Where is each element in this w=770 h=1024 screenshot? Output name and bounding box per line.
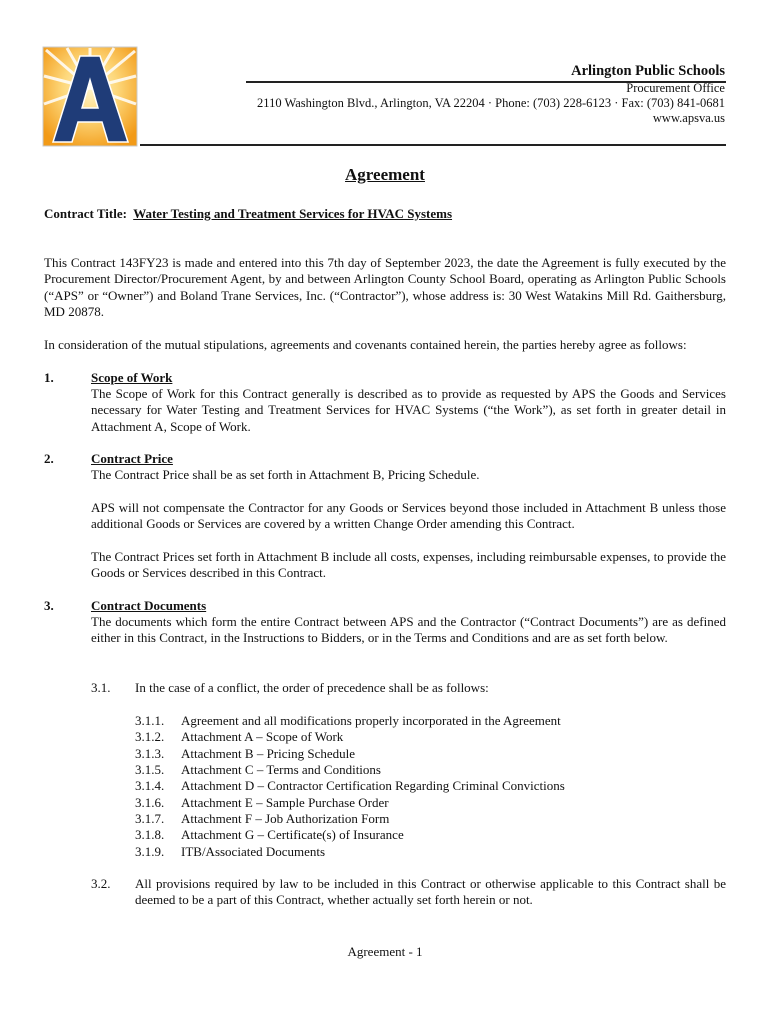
list-item-number: 3.1.7. <box>135 811 165 827</box>
list-item <box>135 844 565 860</box>
list-item-text: Attachment E – Sample Purchase Order <box>181 794 389 810</box>
office-name: Procurement Office <box>626 81 725 95</box>
list-item-number: 3.1.9. <box>135 843 165 859</box>
section-3-number: 3. <box>44 598 54 613</box>
list-item-text: Attachment B – Pricing Schedule <box>181 745 356 761</box>
subsection-3-2-number: 3.2. <box>91 876 111 891</box>
list-item <box>135 778 565 794</box>
section-2-number: 2. <box>44 451 54 466</box>
section-3-heading: Contract Documents <box>91 598 207 613</box>
website-link[interactable]: www.apsva.us <box>652 111 725 125</box>
list-item <box>135 746 565 762</box>
document-title: Agreement <box>345 165 425 184</box>
aps-logo <box>42 46 138 147</box>
list-item-text: Agreement and all modifications properly incorporated in the Agreement <box>181 713 561 728</box>
section-2-paragraph-1: The Contract Price shall be as set forth in Attachment B, Pricing Schedule. <box>91 467 480 482</box>
list-item <box>135 713 565 729</box>
list-item-text: Attachment D – Contractor Certification Regarding Criminal Convictions <box>181 778 565 794</box>
aps-logo-graphic <box>42 46 138 147</box>
section-2-paragraph-3: The Contract Prices set forth in Attachment B include all costs, expenses, including reimbursable expenses, to provide the Goods or Services described in this Contract. <box>91 549 726 581</box>
list-item-number: 3.1.3. <box>135 745 165 761</box>
list-item-text: ITB/Associated Documents <box>181 843 326 859</box>
contract-title <box>44 206 452 222</box>
list-item-number: 3.1.5. <box>135 762 165 778</box>
contract-title-label: Contract Title: <box>44 206 127 221</box>
list-item-text: Attachment F – Job Authorization Form <box>181 811 390 827</box>
org-name: Arlington Public Schools <box>571 63 725 79</box>
subsection-3-1-text: In the case of a conflict, the order of precedence shall be as follows: <box>135 680 489 695</box>
list-item <box>135 795 565 811</box>
subsection-3-2-text: All provisions required by law to be included in this Contract or otherwise applicable to this Contract shall be deemed to be a part of this Contract, whether actually set forth herein or not. <box>135 876 726 908</box>
list-item-number: 3.1.8. <box>135 827 165 843</box>
page-footer: Agreement - 1 <box>347 944 423 959</box>
section-1-heading: Scope of Work <box>91 370 173 385</box>
list-item-number: 3.1.2. <box>135 729 165 745</box>
list-item-number: 3.1.6. <box>135 794 165 810</box>
precedence-list <box>135 713 565 860</box>
section-1-number: 1. <box>44 370 54 385</box>
address-line: 2110 Washington Blvd., Arlington, VA 22204 · Phone: (703) 228-6123 · Fax: (703) 841-0681 <box>257 96 725 110</box>
list-item <box>135 762 565 778</box>
list-item-text: Attachment G – Certificate(s) of Insurance <box>181 827 404 843</box>
list-item-number: 3.1.4. <box>135 778 165 794</box>
header-divider-bottom <box>140 144 726 146</box>
consideration-paragraph: In consideration of the mutual stipulations, agreements and covenants contained herein, the parties hereby agree as follows: <box>44 337 687 352</box>
intro-paragraph: This Contract 143FY23 is made and entered into this 7th day of September 2023, the date the Agreement is fully executed by the Procurement Director/Procurement Agent, by and between Arlington County School Board, operating as Arlington Public Schools (“APS” or “Owner”) and Boland Trane Services, Inc. (“Contractor”), whose address is: 30 West Watakins Mill Rd. Gaithersburg, MD 20878. <box>44 255 726 319</box>
contract-title-value: Water Testing and Treatment Services for HVAC Systems <box>133 206 453 221</box>
list-item-number: 3.1.1. <box>135 713 165 728</box>
list-item <box>135 729 565 745</box>
section-2-paragraph-2: APS will not compensate the Contractor for any Goods or Services beyond those included in Attachment B unless those additional Goods or Services are covered by a written Change Order amending this Contract. <box>91 500 726 532</box>
section-2-heading: Contract Price <box>91 451 173 466</box>
list-item-text: Attachment C – Terms and Conditions <box>181 762 381 778</box>
section-1-paragraph: The Scope of Work for this Contract generally is described as to provide as requested by APS the Goods and Services necessary for Water Testing and Treatment Services for HVAC Systems (“the Work”), as set forth in greater detail in Attachment A, Scope of Work. <box>91 386 726 434</box>
section-3-paragraph: The documents which form the entire Contract between APS and the Contractor (“Contract Documents”) are as defined either in this Contract, in the Instructions to Bidders, or in the Terms and Conditions and are as set forth below. <box>91 614 726 646</box>
list-item <box>135 827 565 843</box>
list-item <box>135 811 565 827</box>
list-item-text: Attachment A – Scope of Work <box>181 729 344 745</box>
subsection-3-1-number: 3.1. <box>91 680 111 695</box>
